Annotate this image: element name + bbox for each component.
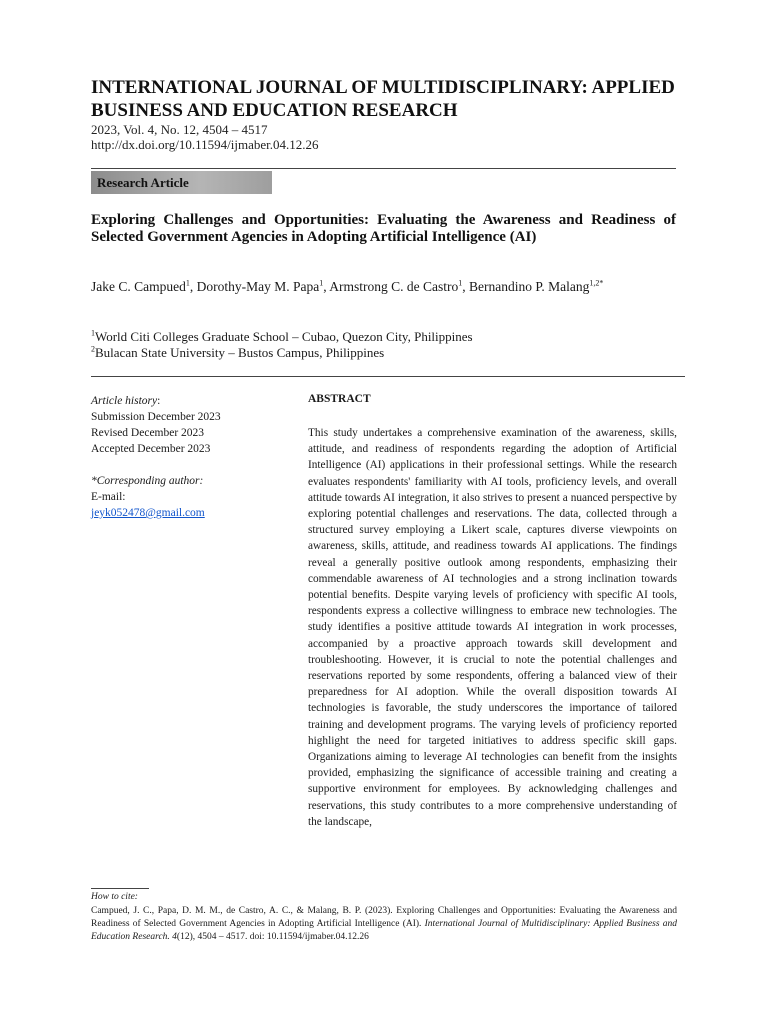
author-name: Jake C. Campued: [91, 279, 186, 294]
author-name: Bernandino P. Malang: [468, 279, 590, 294]
footnote-rule: [91, 888, 149, 889]
author-sup: 1,2*: [589, 278, 604, 288]
corresponding-author-label: *Corresponding author:: [91, 475, 204, 487]
author-sep: ,: [189, 279, 197, 294]
author-name: Armstrong C. de Castro: [329, 279, 459, 294]
journal-meta: [91, 122, 319, 152]
affiliations: [91, 329, 676, 361]
article-title: Exploring Challenges and Opportunities: Evaluating the Awareness and Readiness of Selected Government Agencies in Adopting Artificial Intelligence (AI): [91, 212, 676, 245]
article-info-column: [91, 393, 281, 521]
affiliation-item: [91, 345, 676, 361]
affiliation-item: [91, 329, 676, 345]
article-type-badge: Research Article: [91, 171, 272, 194]
affiliation-text: World Citi Colleges Graduate School – Cubao, Quezon City, Philippines: [95, 329, 473, 344]
author-sep: ,: [462, 279, 469, 294]
affiliation-text: Bulacan State University – Bustos Campus, Philippines: [95, 345, 385, 360]
abstract-heading: ABSTRACT: [308, 393, 371, 405]
journal-volume-line: 2023, Vol. 4, No. 12, 4504 – 4517: [91, 122, 268, 137]
journal-doi: http://dx.doi.org/10.11594/ijmaber.04.12.26: [91, 137, 319, 152]
citation-text: [91, 905, 677, 943]
how-to-cite-label: How to cite:: [91, 892, 138, 902]
citation-issue: (12), 4504 – 4517. doi: 10.11594/ijmaber.04.12.26: [176, 931, 369, 942]
affiliation-sup: 2: [91, 344, 95, 354]
author-sup: 1: [185, 278, 190, 288]
author-sep: ,: [323, 279, 330, 294]
history-label-text: Article history: [91, 395, 158, 407]
affiliation-sup: 1: [91, 328, 95, 338]
article-history-label: Article history:: [91, 395, 161, 407]
citation-plain: Campued, J. C., Papa, D. M. M., de Castro, A. C., & Malang, B. P. (2023). Exploring Challenges and Opportunities: Evaluating the Awareness and Readiness of Selected Government Agencies in Adopting Artificial Intelligence (AI).: [91, 906, 677, 929]
accepted-date: Accepted December 2023: [91, 443, 211, 455]
revised-date: Revised December 2023: [91, 427, 205, 439]
author-name: Dorothy-May M. Papa: [196, 279, 320, 294]
email-link[interactable]: jeyk052478@gmail.com: [91, 507, 205, 519]
abstract-text: This study undertakes a comprehensive examination of the awareness, skills, attitude, and readiness of respondents regarding the adoption of Artificial Intelligence (AI) applications in their professional settings. While the research evaluates respondents' familiarity with AI tools, proficiency levels, and overall attitude towards AI integration, it also strives to present a nuanced perspective by exploring potential challenges and reservations. The data, collected through a structured survey employing a Likert scale, captures diverse viewpoints on awareness, skills, attitude, and readiness towards AI applications. The findings reveal a generally positive outlook among respondents, emphasizing their commendable awareness of AI technologies and a strong inclination towards potential benefits. Despite varying levels of proficiency with specific AI tools, respondents express a collective willingness to embrace new technologies. The study identifies a positive attitude towards AI integration in work processes, accompanied by a proactive approach towards skill development and troubleshooting. However, it is crucial to note the potential challenges and reservations reported by some respondents, offering a balanced view of their preparedness for AI adoption. While the overall disposition towards AI technologies is favorable, the study underscores the importance of tailored training and development programs. The varying levels of proficiency reported highlight the need for targeted initiatives to address specific skill gaps. Organizations aiming to leverage AI technologies can benefit from the insights provided, emphasizing the significance of accessible training and creating a supportive environment for employees. By acknowledging challenges and reservations, this study contributes to a more comprehensive understanding of the landscape,: [308, 427, 677, 828]
section-rule: [91, 376, 685, 377]
submission-date: Submission December 2023: [91, 411, 221, 423]
author-sup: 1: [319, 278, 324, 288]
spacer: [91, 457, 281, 473]
email-label: E-mail:: [91, 491, 126, 503]
header-rule: [91, 168, 676, 169]
author-sup: 1: [458, 278, 463, 288]
journal-title: INTERNATIONAL JOURNAL OF MULTIDISCIPLINARY: APPLIED BUSINESS AND EDUCATION RESEARCH: [91, 77, 675, 121]
citation-journal: International Journal of Multidisciplinary: Applied Business and Education Research. 4: [91, 918, 677, 942]
author-list: [91, 278, 676, 296]
